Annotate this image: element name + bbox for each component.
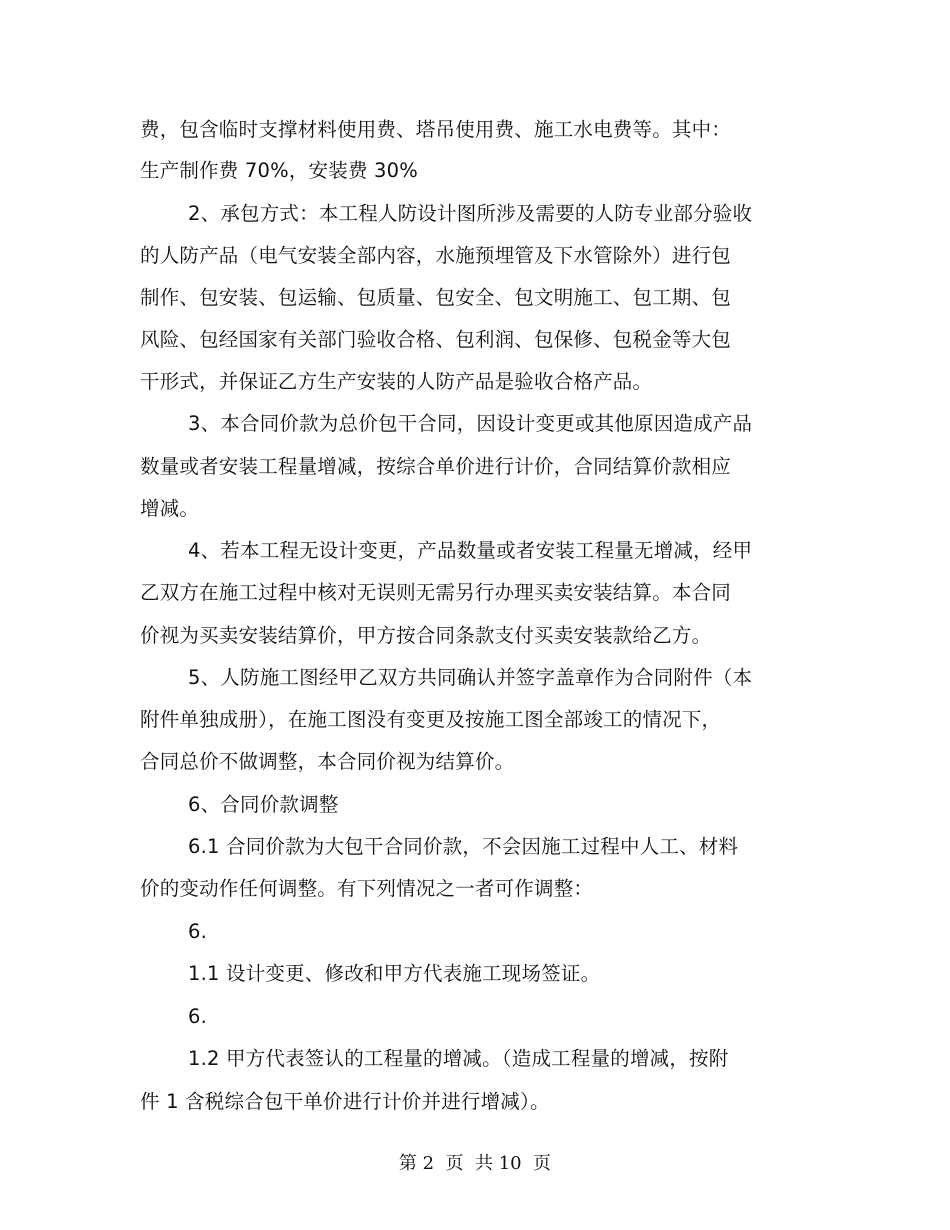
- text-line: 乙双方在施工过程中核对无误则无需另行办理买卖安装结算。本合同: [140, 581, 732, 604]
- text-line: 6.: [188, 920, 208, 943]
- text-line: 价的变动作任何调整。有下列情况之一者可作调整：: [140, 877, 594, 900]
- text-line: 5、人防施工图经甲乙双方共同确认并签字盖章作为合同附件（本: [188, 666, 753, 689]
- page-number-footer: 第 2 页 共 10 页: [398, 1153, 552, 1174]
- text-line: 1.2 甲方代表签认的工程量的增减。（造成工程量的增减，按附: [188, 1047, 729, 1070]
- text-line: 3、本合同价款为总价包干合同，因设计变更或其他原因造成产品: [188, 412, 753, 435]
- text-line: 生产制作费 70%，安装费 30%: [140, 159, 418, 182]
- text-line: 2、承包方式：本工程人防设计图所涉及需要的人防专业部分验收: [188, 202, 753, 225]
- text-line: 6.: [188, 1005, 208, 1028]
- text-line: 附件单独成册），在施工图没有变更及按施工图全部竣工的情况下，: [140, 708, 722, 731]
- text-line: 数量或者安装工程量增减，按综合单价进行计价，合同结算价款相应: [140, 455, 732, 478]
- text-line: 风险、包经国家有关部门验收合格、包利润、包保修、包税金等大包: [140, 328, 732, 351]
- text-line: 合同总价不做调整，本合同价视为结算价。: [140, 750, 515, 773]
- text-line: 制作、包安装、包运输、包质量、包安全、包文明施工、包工期、包: [140, 286, 732, 309]
- text-line: 6.1 合同价款为大包干合同价款，不会因施工过程中人工、材料: [188, 835, 739, 858]
- text-line: 4、若本工程无设计变更，产品数量或者安装工程量无增减，经甲: [188, 539, 753, 562]
- text-line: 1.1 设计变更、修改和甲方代表施工现场签证。: [188, 962, 601, 985]
- text-line: 6、合同价款调整: [188, 793, 339, 816]
- text-line: 件 1 含税综合包干单价进行计价并进行增减）。: [140, 1090, 550, 1113]
- text-line: 干形式，并保证乙方生产安装的人防产品是验收合格产品。: [140, 370, 653, 393]
- text-line: 价视为买卖安装结算价，甲方按合同条款支付买卖安装款给乙方。: [140, 624, 712, 647]
- text-line: 增减。: [140, 497, 200, 520]
- text-line: 的人防产品（电气安装全部内容，水施预埋管及下水管除外）进行包: [140, 244, 732, 267]
- text-line: 费，包含临时支撑材料使用费、塔吊使用费、施工水电费等。其中：: [140, 118, 732, 141]
